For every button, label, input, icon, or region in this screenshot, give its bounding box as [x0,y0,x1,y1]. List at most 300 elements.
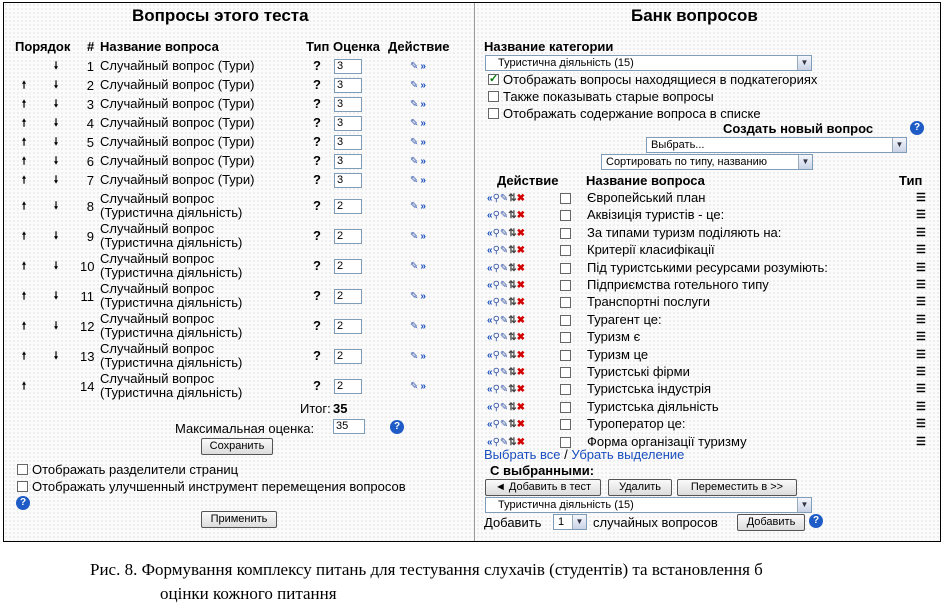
bank-question-name: Туризм є [587,329,641,345]
random-questions-label: случайных вопросов [593,515,718,530]
move-up-icon[interactable]: 🠕 [21,99,27,110]
question-name [100,312,242,340]
delete-icon[interactable]: ✖ [516,384,526,396]
delete-icon[interactable]: ✖ [516,297,526,309]
question-actions [410,156,426,168]
move-down-icon[interactable]: 🠗 [53,156,59,167]
bank-row-checkbox[interactable] [560,367,571,378]
move-right-icon[interactable]: » [420,99,426,110]
grade-input[interactable]: 2 [334,199,362,214]
edit-icon[interactable]: ✎ [499,227,509,239]
random-count-value: 1 [558,516,565,528]
bank-row-actions [487,350,525,362]
move-right-icon[interactable]: » [420,137,426,148]
delete-icon[interactable]: ✖ [516,262,526,274]
question-type-icon: ? [313,318,321,333]
total-value: 35 [333,401,348,416]
move-right-icon[interactable]: » [420,291,426,302]
add-to-quiz-icon[interactable]: « [487,297,493,309]
preview-icon[interactable]: ⚲ [492,210,500,222]
delete-icon[interactable]: ✖ [516,436,526,448]
bank-question-name: Туристські фірми [587,364,690,379]
question-name-line1: Случайный вопрос [100,371,215,386]
preview-icon[interactable]: ⚲ [492,297,500,309]
question-type-icon: ? [313,115,321,130]
edit-icon[interactable]: ✎ [410,61,419,72]
edit-icon[interactable]: ✎ [410,137,419,148]
bank-row-actions [487,315,525,327]
edit-icon[interactable]: ✎ [499,401,509,413]
bank-row-actions [487,263,525,275]
add-to-quiz-icon[interactable]: « [487,332,493,344]
move-right-icon[interactable]: » [420,381,426,392]
chevron-down-icon: ▼ [797,498,811,512]
question-actions [410,381,426,393]
delete-button[interactable]: Удалить [608,479,672,496]
move-up-icon[interactable]: 🠕 [21,351,27,362]
move-icon[interactable]: ⇅ [508,332,517,344]
delete-icon[interactable]: ✖ [516,314,526,326]
edit-icon[interactable]: ✎ [499,349,509,361]
move-down-icon[interactable]: 🠗 [53,231,59,242]
preview-icon[interactable]: ⚲ [492,227,500,239]
grade-input[interactable]: 2 [334,289,362,304]
bank-row-checkbox[interactable] [560,245,571,256]
move-right-icon[interactable]: » [420,231,426,242]
move-up-icon[interactable]: 🠕 [21,321,27,332]
move-down-icon[interactable]: 🠗 [53,351,59,362]
bank-row-actions [487,228,525,240]
move-right-icon[interactable]: » [420,175,426,186]
multichoice-type-icon: ☰ [916,209,925,222]
preview-icon[interactable]: ⚲ [492,314,500,326]
col-grade-header: Оценка [333,39,380,54]
question-name [100,78,254,92]
bank-question-name: Аквізиція туристів - це: [587,207,725,223]
edit-icon[interactable]: ✎ [499,210,509,222]
question-type-icon: ? [313,288,321,303]
show-subcategory-label: Отображать вопросы находящиеся в подкатегориях [503,72,818,87]
add-to-quiz-icon[interactable]: « [487,419,493,431]
chevron-down-icon: ▼ [798,155,812,169]
chevron-down-icon: ▼ [572,515,586,529]
question-name-line1: Случайный вопрос (Тури) [100,58,255,73]
question-name-line1: Случайный вопрос (Тури) [100,115,255,130]
preview-icon[interactable]: ⚲ [492,193,500,204]
bank-row-actions [487,332,525,344]
add-to-quiz-icon[interactable]: « [487,349,493,361]
question-name-line1: Случайный вопрос [100,341,215,356]
bank-row-checkbox[interactable] [560,315,571,326]
question-number: 7 [86,173,94,188]
grade-input[interactable]: 3 [334,173,362,188]
add-to-quiz-icon[interactable]: « [487,314,493,326]
add-to-quiz-icon[interactable]: « [487,280,493,291]
delete-icon[interactable]: ✖ [516,280,526,291]
show-old-checkbox[interactable] [488,91,499,102]
move-icon[interactable]: ⇅ [508,367,517,378]
question-name-line1: Случайный вопрос [100,221,215,236]
move-icon[interactable]: ⇅ [508,384,517,396]
chevron-down-icon: ▼ [892,138,906,152]
question-name-line2: (Туристична діяльність) [100,295,243,310]
question-name-line2: (Туристична діяльність) [100,355,243,370]
question-type-icon: ? [313,228,321,243]
multichoice-type-icon: ☰ [916,261,925,274]
add-to-quiz-icon[interactable]: « [487,436,493,448]
preview-icon[interactable]: ⚲ [492,349,500,361]
grade-input[interactable]: 3 [334,97,362,112]
edit-icon[interactable]: ✎ [499,262,509,274]
create-select-value: Выбрать... [651,139,705,151]
edit-icon[interactable]: ✎ [410,261,419,272]
bank-row-checkbox[interactable] [560,350,571,361]
move-up-icon[interactable]: 🠕 [21,118,27,129]
col-num-header: # [87,39,95,54]
grade-input[interactable]: 3 [334,116,362,131]
question-actions [410,201,426,213]
question-number: 1 [86,59,94,74]
move-up-icon[interactable]: 🠕 [21,231,27,242]
grade-input[interactable]: 2 [334,349,362,364]
bank-row-checkbox[interactable] [560,210,571,221]
edit-icon[interactable]: ✎ [410,80,419,91]
selection-links [484,447,684,462]
move-up-icon[interactable]: 🠕 [21,175,27,186]
question-actions [410,261,426,273]
question-type-icon: ? [313,198,321,213]
col-name-header: Название вопроса [100,39,219,54]
bank-row-checkbox[interactable] [560,193,571,204]
bank-question-name: Критерії класифікації [587,242,715,258]
bank-row-checkbox[interactable] [560,332,571,343]
show-page-breaks-checkbox[interactable] [17,464,28,475]
question-name [100,154,254,168]
chevron-down-icon: ▼ [797,56,811,70]
max-grade-input[interactable]: 35 [333,419,365,434]
add-to-quiz-icon[interactable]: « [487,262,493,274]
question-type-icon: ? [313,153,321,168]
edit-icon[interactable]: ✎ [410,99,419,110]
question-name-line1: Случайный вопрос (Тури) [100,134,255,149]
move-right-icon[interactable]: » [420,321,426,332]
category-select[interactable] [485,55,812,71]
move-icon[interactable]: ⇅ [508,436,517,448]
bank-row-checkbox[interactable] [560,384,571,395]
question-number: 13 [80,349,95,364]
edit-icon[interactable]: ✎ [410,381,419,392]
move-up-icon[interactable]: 🠕 [21,80,27,91]
bank-col-type-header: Тип [899,173,923,188]
bank-row-checkbox[interactable] [560,263,571,274]
move-icon[interactable]: ⇅ [508,245,517,257]
move-icon[interactable]: ⇅ [508,280,517,291]
edit-icon[interactable]: ✎ [499,332,509,344]
question-name [100,173,254,187]
question-actions [410,80,426,92]
edit-icon[interactable]: ✎ [410,231,419,242]
move-icon[interactable]: ⇅ [508,419,517,431]
with-selected-label: С выбранными: [490,463,595,478]
delete-icon[interactable]: ✖ [516,193,526,204]
bank-question-name: Туризм це [587,346,649,362]
edit-icon[interactable]: ✎ [499,193,509,204]
grade-input[interactable]: 3 [334,135,362,150]
edit-icon[interactable]: ✎ [499,367,509,378]
question-number: 8 [86,199,94,214]
apply-button[interactable]: Применить [201,511,277,528]
preview-icon[interactable]: ⚲ [492,401,500,413]
multichoice-type-icon: ☰ [916,226,925,239]
move-icon[interactable]: ⇅ [508,262,517,274]
edit-icon[interactable]: ✎ [499,436,509,448]
max-grade-label: Максимальная оценка: [175,421,315,436]
delete-icon[interactable]: ✖ [516,245,526,257]
preview-icon[interactable]: ⚲ [492,384,500,396]
show-content-label: Отображать содержание вопроса в списке [503,106,761,121]
create-help-icon[interactable]: ? [910,121,924,135]
preview-icon[interactable]: ⚲ [492,245,500,257]
bank-row-checkbox[interactable] [560,419,571,430]
move-down-icon[interactable]: 🠗 [53,201,59,212]
question-number: 10 [80,259,95,274]
move-right-icon[interactable]: » [420,201,426,212]
bank-row-actions [487,402,525,414]
question-name-line2: (Туристична діяльність) [100,325,243,340]
preview-icon[interactable]: ⚲ [492,436,500,448]
sort-select[interactable] [601,154,813,170]
edit-icon[interactable]: ✎ [410,118,419,129]
question-name [100,222,242,250]
multichoice-type-icon: ☰ [916,418,925,431]
question-actions [410,175,426,187]
edit-icon[interactable]: ✎ [499,245,509,257]
select-all-link[interactable]: Выбрать все [484,447,561,462]
question-number: 3 [86,97,94,112]
question-type-icon: ? [313,172,321,187]
move-up-icon[interactable]: 🠕 [21,201,27,212]
bank-question-name: Європейський план [587,190,706,205]
edit-icon[interactable]: ✎ [410,156,419,167]
move-icon[interactable]: ⇅ [508,349,517,361]
question-name [100,372,242,400]
question-type-icon: ? [313,378,321,393]
bank-question-name: Підприємства готельного типу [587,277,769,292]
delete-icon[interactable]: ✖ [516,401,526,413]
question-type-icon: ? [313,77,321,92]
bank-col-name-header: Название вопроса [586,173,705,188]
add-to-quiz-icon[interactable]: « [487,384,493,396]
category-select-value: Туристична діяльність (15) [498,57,634,69]
bank-row-actions [487,280,525,292]
question-name-line1: Случайный вопрос (Тури) [100,172,255,187]
question-name-line1: Случайный вопрос [100,191,215,206]
move-down-icon[interactable]: 🠗 [53,118,59,129]
grade-input[interactable]: 3 [334,59,362,74]
random-count-select[interactable] [553,514,587,530]
multichoice-type-icon: ☰ [916,192,925,204]
bank-row-checkbox[interactable] [560,402,571,413]
question-actions [410,351,426,363]
grade-input[interactable]: 2 [334,259,362,274]
delete-icon[interactable]: ✖ [516,210,526,222]
category-label: Название категории [484,39,614,54]
delete-icon[interactable]: ✖ [516,332,526,344]
options-help-icon[interactable]: ? [16,496,30,510]
bank-col-action-header: Действие [497,173,559,188]
question-number: 9 [86,229,94,244]
max-grade-help-icon[interactable]: ? [390,420,404,434]
question-name-line1: Случайный вопрос (Тури) [100,77,255,92]
bank-row-actions [487,297,525,309]
question-number: 6 [86,154,94,169]
edit-icon[interactable]: ✎ [499,297,509,309]
delete-icon[interactable]: ✖ [516,349,526,361]
quiz-editor-frame [3,2,941,542]
edit-icon[interactable]: ✎ [410,321,419,332]
preview-icon[interactable]: ⚲ [492,262,500,274]
question-name [100,252,242,280]
add-to-test-button[interactable]: ◄ Добавить в тест [485,479,601,496]
move-up-icon[interactable]: 🠕 [21,291,27,302]
multichoice-type-icon: ☰ [916,383,925,396]
bank-row-actions [487,419,525,431]
sort-select-value: Сортировать по типу, названию [606,156,767,168]
delete-icon[interactable]: ✖ [516,419,526,431]
question-name-line2: (Туристична діяльність) [100,265,243,280]
edit-icon[interactable]: ✎ [410,351,419,362]
move-icon[interactable]: ⇅ [508,297,517,309]
move-right-icon[interactable]: » [420,80,426,91]
edit-icon[interactable]: ✎ [410,201,419,212]
add-to-quiz-icon[interactable]: « [487,193,493,204]
bank-row-actions [487,193,525,205]
move-down-icon[interactable]: 🠗 [53,137,59,148]
edit-icon[interactable]: ✎ [499,314,509,326]
move-icon[interactable]: ⇅ [508,401,517,413]
multichoice-type-icon: ☰ [916,348,925,361]
show-subcategory-checkbox[interactable] [488,74,499,85]
multichoice-type-icon: ☰ [916,279,925,291]
question-name-line1: Случайный вопрос (Тури) [100,153,255,168]
move-down-icon[interactable]: 🠗 [53,80,59,91]
move-up-icon[interactable]: 🠕 [21,261,27,272]
bank-row-checkbox[interactable] [560,228,571,239]
grade-input[interactable]: 3 [334,154,362,169]
right-panel-title: Банк вопросов [631,6,758,25]
delete-icon[interactable]: ✖ [516,367,526,378]
question-actions [410,231,426,243]
bank-question-name: Туристська діяльність [587,398,719,414]
improved-move-tool-checkbox[interactable] [17,481,28,492]
create-question-select[interactable] [646,137,907,153]
move-right-icon[interactable]: » [420,261,426,272]
move-to-button[interactable]: Переместить в >> [677,479,797,496]
save-button[interactable]: Сохранить [201,438,273,455]
preview-icon[interactable]: ⚲ [492,419,500,431]
preview-icon[interactable]: ⚲ [492,280,500,291]
grade-input[interactable]: 2 [334,379,362,394]
add-to-quiz-icon[interactable]: « [487,401,493,413]
col-order-header: Порядок [15,39,71,54]
show-content-checkbox[interactable] [488,108,499,119]
move-right-icon[interactable]: » [420,351,426,362]
add-to-quiz-icon[interactable]: « [487,227,493,239]
grade-input[interactable]: 2 [334,319,362,334]
move-up-icon[interactable]: 🠕 [21,156,27,167]
figure-caption-line2: оцінки кожного питання [160,584,337,603]
move-down-icon[interactable]: 🠗 [53,261,59,272]
question-name-line1: Случайный вопрос (Тури) [100,96,255,111]
question-name [100,59,254,73]
show-page-breaks-label: Отображать разделители страниц [32,462,239,477]
multichoice-type-icon: ☰ [916,331,925,344]
create-question-label: Создать новый вопрос [723,121,874,136]
selection-separator: / [564,447,568,462]
move-right-icon[interactable]: » [420,156,426,167]
move-icon[interactable]: ⇅ [508,314,517,326]
move-category-select[interactable] [485,497,812,513]
move-category-value: Туристична діяльність (15) [498,499,634,511]
move-icon[interactable]: ⇅ [508,227,517,239]
move-icon[interactable]: ⇅ [508,193,517,204]
edit-icon[interactable]: ✎ [499,384,509,396]
preview-icon[interactable]: ⚲ [492,332,500,344]
grade-input[interactable]: 3 [334,78,362,93]
deselect-link[interactable]: Убрать выделение [571,447,685,462]
bank-row-checkbox[interactable] [560,437,571,448]
question-type-icon: ? [313,258,321,273]
bank-row-actions [487,210,525,222]
move-down-icon[interactable]: 🠗 [53,61,59,72]
bank-row-checkbox[interactable] [560,297,571,308]
multichoice-type-icon: ☰ [916,366,925,378]
move-down-icon[interactable]: 🠗 [53,99,59,110]
add-random-help-icon[interactable]: ? [809,514,823,528]
panel-divider [474,3,475,541]
move-up-icon[interactable]: 🠕 [21,137,27,148]
edit-icon[interactable]: ✎ [499,419,509,431]
multichoice-type-icon: ☰ [916,244,925,257]
question-number: 14 [80,379,95,394]
add-to-quiz-icon[interactable]: « [487,245,493,257]
move-up-icon[interactable]: 🠕 [21,381,27,392]
edit-icon[interactable]: ✎ [410,175,419,186]
move-down-icon[interactable]: 🠗 [53,175,59,186]
move-down-icon[interactable]: 🠗 [53,321,59,332]
preview-icon[interactable]: ⚲ [492,367,500,378]
move-down-icon[interactable]: 🠗 [53,291,59,302]
question-type-icon: ? [313,96,321,111]
edit-icon[interactable]: ✎ [499,280,509,291]
bank-question-name: Під туристськими ресурсами розуміють: [587,259,828,275]
question-type-icon: ? [313,58,321,73]
bank-row-actions [487,245,525,257]
bank-question-name: За типами туризм поділяють на: [587,224,782,240]
move-right-icon[interactable]: » [420,61,426,72]
multichoice-type-icon: ☰ [916,296,925,309]
edit-icon[interactable]: ✎ [410,291,419,302]
add-random-button[interactable]: Добавить [737,514,805,531]
move-icon[interactable]: ⇅ [508,210,517,222]
add-to-quiz-icon[interactable]: « [487,210,493,222]
grade-input[interactable]: 2 [334,229,362,244]
bank-row-checkbox[interactable] [560,280,571,291]
delete-icon[interactable]: ✖ [516,227,526,239]
add-to-quiz-icon[interactable]: « [487,367,493,378]
move-right-icon[interactable]: » [420,118,426,129]
bank-row-actions [487,367,525,379]
